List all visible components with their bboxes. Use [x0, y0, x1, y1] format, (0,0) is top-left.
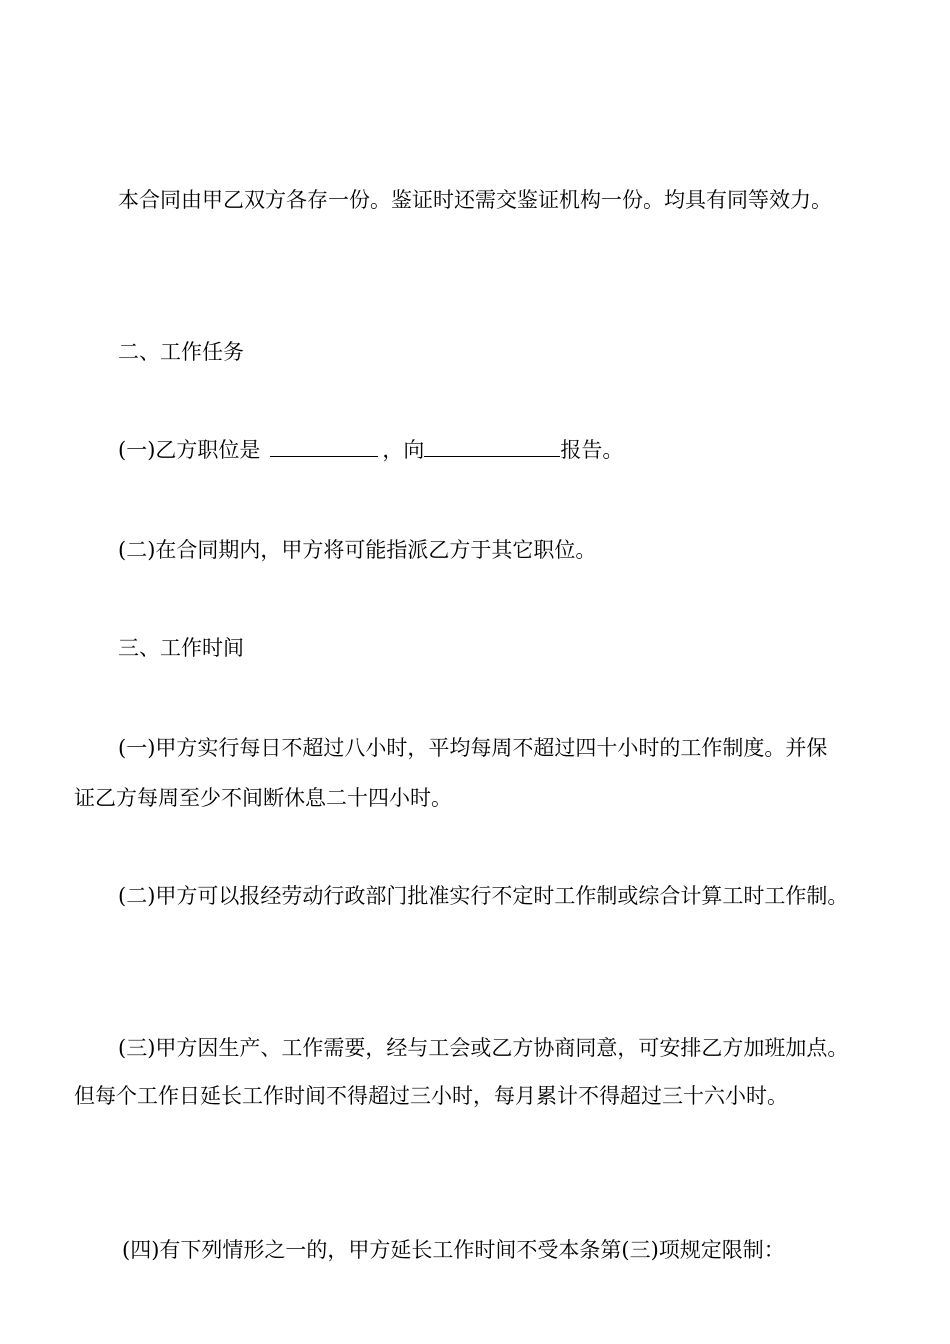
paragraph-exceptions: (四)有下列情形之一的，甲方延长工作时间不受本条第(三)项规定限制：	[122, 1238, 785, 1262]
paragraph-overtime-line2: 但每个工作日延长工作时间不得超过三小时，每月累计不得超过三十六小时。	[74, 1084, 788, 1108]
paragraph-reassignment: (二)在合同期内，甲方将可能指派乙方于其它职位。	[118, 538, 597, 562]
paragraph-flexible-hours: (二)甲方可以报经劳动行政部门批准实行不定时工作制或综合计算工时工作制。	[118, 884, 849, 908]
paragraph-position	[118, 436, 623, 464]
paragraph-copies: 本合同由甲乙双方各存一份。鉴证时还需交鉴证机构一份。均具有同等效力。	[118, 188, 832, 212]
report-to-blank	[424, 438, 560, 457]
report-suffix: 报告。	[560, 438, 624, 462]
paragraph-hours-line2: 证乙方每周至少不间断休息二十四小时。	[74, 786, 452, 810]
section-heading-work-tasks: 二、工作任务	[118, 340, 244, 364]
position-blank	[270, 438, 378, 457]
paragraph-overtime-line1: (三)甲方因生产、工作需要，经与工会或乙方协商同意，可安排乙方加班加点。	[118, 1036, 849, 1060]
paragraph-hours-line1: (一)甲方实行每日不超过八小时，平均每周不超过四十小时的工作制度。并保	[118, 736, 828, 760]
report-to-label: ，向	[382, 438, 425, 462]
section-heading-work-hours: 三、工作时间	[118, 636, 244, 660]
position-label: (一)乙方职位是	[118, 438, 261, 462]
